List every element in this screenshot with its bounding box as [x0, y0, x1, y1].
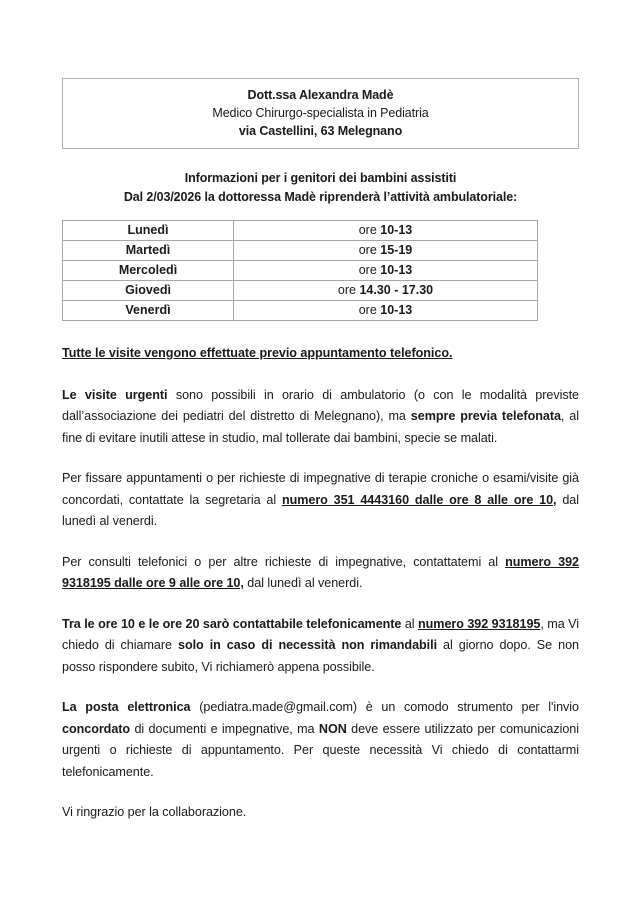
schedule-hours-value: 15-19 [380, 243, 413, 257]
email-text-3: di documenti e impegnative, ma [130, 721, 319, 736]
schedule-table-body [63, 221, 538, 321]
schedule-day: Mercoledì [63, 261, 234, 281]
secretary-phone-hours: numero 351 4443160 dalle ore 8 alle ore 10, [281, 492, 557, 507]
paragraph-secretary-booking [62, 468, 579, 533]
email-address: pediatra.made@gmail.com [203, 700, 353, 714]
table-row [63, 261, 538, 281]
table-row [63, 301, 538, 321]
schedule-day: Venerdì [63, 301, 234, 321]
intro-block [62, 169, 579, 207]
paragraph-closing [62, 802, 579, 824]
email-bold-3: NON [318, 721, 347, 736]
consults-text-1: Per consulti telefonici o per altre richieste di impegnative, contattatemi al [62, 554, 506, 569]
urgent-text-2: , al fine di evitare inutili attese in studio, mal tollerate dai bambini, specie se malati. [62, 409, 579, 445]
schedule-hours [234, 301, 538, 321]
email-bold-2: concordato [62, 721, 131, 736]
paragraph-urgent-visits [62, 385, 579, 450]
schedule-hours-prefix: ore [358, 223, 381, 237]
schedule-hours-value: 10-13 [380, 263, 413, 277]
urgent-bold-2: sempre previa telefonata [410, 409, 561, 423]
intro-line-2: Dal 2/03/2026 la dottoressa Madè riprenderà l’attività ambulatoriale: [123, 190, 518, 204]
appointment-rule-text: Tutte le visite vengono effettuate previo appuntamento telefonico. [62, 346, 453, 360]
schedule-hours-value: 10-13 [380, 223, 413, 237]
secretary-text-1: Per fissare appuntamenti o per richieste di impegnative di terapie croniche o esami/visite già concordati, contattate la segretaria al [62, 471, 579, 507]
doctor-name: Dott.ssa Alexandra Madè [247, 88, 394, 102]
paragraph-phone-consults [62, 552, 579, 595]
doctor-header-box [62, 78, 579, 149]
doctor-address: via Castellini, 63 Melegnano [238, 124, 403, 138]
schedule-hours [234, 281, 538, 301]
email-text-1: ( [190, 700, 204, 714]
consults-text-2: dal lunedì al venerdi. [243, 576, 363, 590]
schedule-hours-prefix: ore [358, 243, 381, 257]
table-row [63, 221, 538, 241]
availability-text-1: al [401, 616, 419, 631]
schedule-hours-value: 10-13 [380, 303, 413, 317]
schedule-hours [234, 261, 538, 281]
table-row [63, 281, 538, 301]
intro-line-1: Informazioni per i genitori dei bambini assistiti [184, 171, 457, 185]
availability-text-3: al giorno dopo. Se non posso rispondere subito, Vi richiamerò appena possibile. [62, 638, 579, 674]
appointment-rule-notice [62, 343, 579, 365]
schedule-hours-value: 14.30 - 17.30 [359, 283, 434, 297]
schedule-day: Giovedì [63, 281, 234, 301]
availability-phone: numero 392 9318195 [418, 616, 541, 631]
paragraph-email [62, 697, 579, 783]
table-row [63, 241, 538, 261]
schedule-day: Martedì [63, 241, 234, 261]
email-text-4: deve essere utilizzato per comunicazioni urgenti o richieste di appuntamento. Per queste necessità Vi chiedo di contattarmi telefonicamente. [62, 721, 579, 779]
schedule-hours-prefix: ore [358, 263, 381, 277]
schedule-table [62, 220, 538, 321]
doctor-specialty: Medico Chirurgo-specialista in Pediatria [212, 106, 429, 120]
schedule-hours-prefix: ore [358, 303, 381, 317]
schedule-hours-prefix: ore [337, 283, 360, 297]
closing-text: Vi ringrazio per la collaborazione. [62, 805, 247, 819]
urgent-lead: Le visite urgenti [62, 387, 168, 402]
schedule-hours [234, 221, 538, 241]
email-bold-1: La posta elettronica [62, 700, 191, 714]
secretary-text-2: dal lunedì al venerdi. [62, 492, 579, 528]
schedule-day: Lunedì [63, 221, 234, 241]
availability-bold-1: Tra le ore 10 e le ore 20 sarò contattabile telefonicamente [62, 616, 402, 631]
paragraph-availability [62, 614, 579, 679]
consults-phone-hours: numero 392 9318195 dalle ore 9 alle ore 10, [62, 554, 579, 590]
availability-bold-2: solo in caso di necessità non rimandabili [177, 638, 438, 652]
schedule-hours [234, 241, 538, 261]
urgent-text-1: sono possibili in orario di ambulatorio (o con le modalità previste dall’associazione dei pediatri del distretto di Melegnano), ma [62, 387, 579, 423]
email-text-2: ) è un comodo strumento per l'invio [352, 700, 580, 714]
availability-text-2: , ma Vi chiedo di chiamare [62, 616, 579, 652]
